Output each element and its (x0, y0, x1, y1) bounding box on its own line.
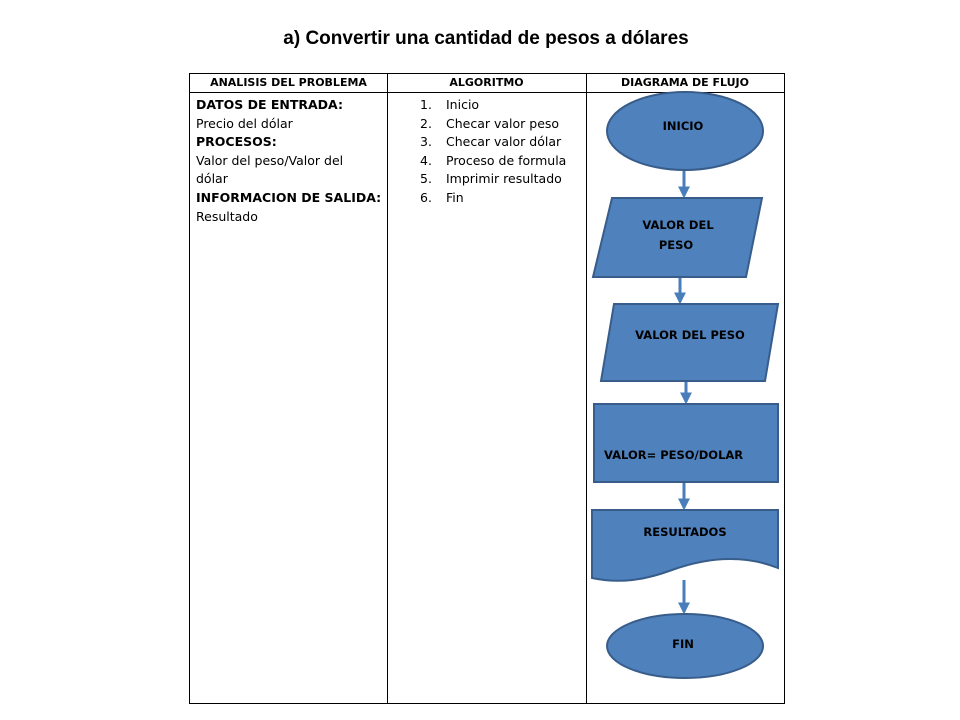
output-text: Resultado (196, 208, 258, 224)
header-flowchart: DIAGRAMA DE FLUJO (620, 76, 750, 89)
input1-label-line1: VALOR DEL (642, 218, 714, 232)
process-text-line2: dólar (196, 171, 228, 187)
process-text-line1: Valor del peso/Valor del (196, 152, 344, 168)
input2-label: VALOR DEL PESO (635, 328, 745, 342)
process-heading: PROCESOS: (196, 134, 277, 150)
header-algorithm: ALGORITMO (449, 76, 524, 89)
process-label: VALOR= PESO/DOLAR (604, 448, 744, 462)
output-document-shape (592, 510, 778, 581)
input-parallelogram-2 (601, 304, 778, 381)
end-label: FIN (672, 637, 694, 651)
page-title: a) Convertir una cantidad de pesos a dólares (283, 28, 689, 49)
input-text: Precio del dólar (196, 115, 293, 131)
output-heading: INFORMACION DE SALIDA: (196, 189, 382, 205)
algorithm-step: 6. Fin (420, 189, 464, 205)
algorithm-step: 2. Checar valor peso (420, 115, 560, 131)
input1-label-line2: PESO (658, 238, 694, 252)
start-label: INICIO (662, 119, 704, 133)
process-box (594, 404, 778, 482)
algorithm-step: 4. Proceso de formula (420, 152, 567, 168)
algorithm-step: 5. Imprimir resultado (420, 171, 562, 187)
input-heading: DATOS DE ENTRADA: (196, 97, 343, 112)
header-analysis: ANALISIS DEL PROBLEMA (210, 76, 367, 89)
algorithm-step: 3. Checar valor dólar (420, 134, 562, 150)
algorithm-step: 1. Inicio (420, 97, 480, 112)
output-label: RESULTADOS (643, 525, 727, 539)
